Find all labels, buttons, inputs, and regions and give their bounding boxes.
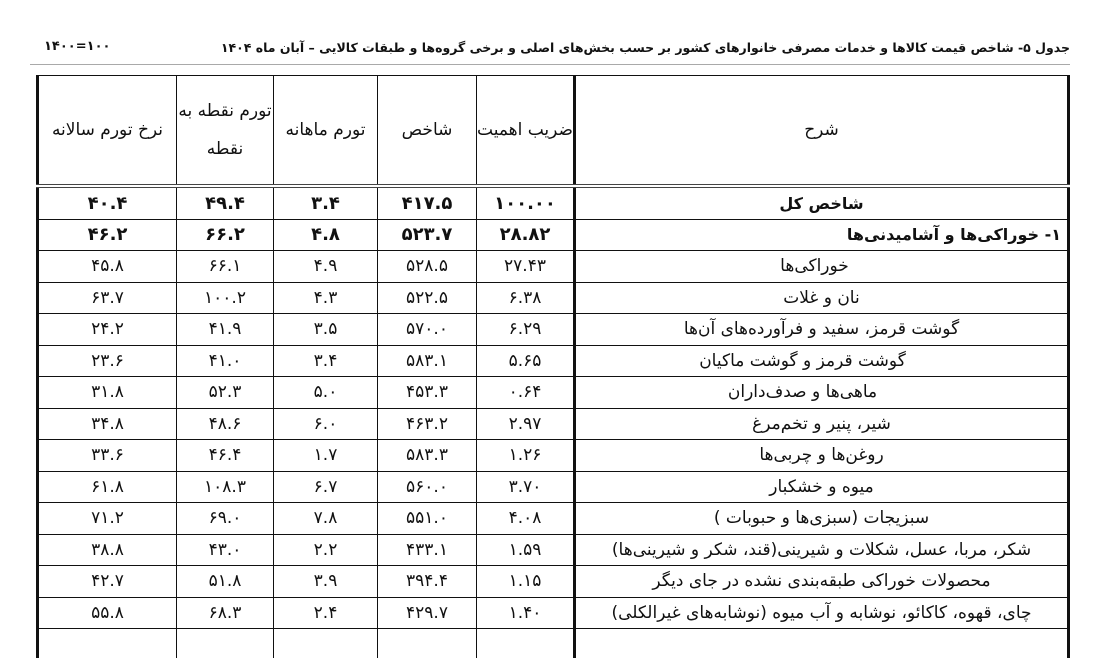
cell-description: نان و غلات [575,282,1069,314]
cell-weight: ۶.۳۸ [477,282,575,314]
table-title-bar [30,36,1070,65]
cell-description: گوشت قرمز، سفید و فرآورده‌های آن‌ها [575,314,1069,346]
cpi-table-container [36,75,1070,658]
header-monthly-inflation: تورم ماهانه [274,76,378,187]
cell-weight: ۵.۶۵ [477,345,575,377]
cell-description: محصولات خوراکی طبقه‌بندی نشده در جای دیگر [575,566,1069,598]
cell-annual: ۴۰.۴ [38,186,177,219]
cell-weight: ۱.۴۰ [477,597,575,629]
cell-index: ۵۵۱.۰ [378,503,477,535]
cell-annual: ۶۱.۸ [38,471,177,503]
table-row [38,534,1069,566]
cell-monthly: ۵.۰ [274,377,378,409]
table-title: جدول ۵- شاخص قیمت کالاها و خدمات مصرفی خانوارهای کشور بر حسب بخش‌های اصلی و برخی گروه‌ها و طبقات کالایی – آبان ماه ۱۴۰۴ [220,40,1070,55]
cell-monthly: ۴.۹ [274,251,378,283]
cell-index: ۴۳۳.۱ [378,534,477,566]
cell-description [575,629,1069,658]
header-weight: ضریب اهمیت [477,76,575,187]
cell-monthly: ۱.۷ [274,440,378,472]
base-year-label: ۱۴۰۰=۱۰۰ [44,39,111,54]
table-row [38,503,1069,535]
cell-p2p: ۶۶.۱ [177,251,274,283]
table-row [38,471,1069,503]
table-row [38,408,1069,440]
cell-p2p: ۶۹.۰ [177,503,274,535]
cell-p2p: ۵۱.۸ [177,566,274,598]
cell-description: روغن‌ها و چربی‌ها [575,440,1069,472]
table-row [38,597,1069,629]
cell-description: میوه و خشکبار [575,471,1069,503]
table-row [38,377,1069,409]
cell-annual: ۷۱.۲ [38,503,177,535]
cell-weight [477,629,575,658]
cell-description: شاخص کل [575,186,1069,219]
cell-p2p [177,629,274,658]
cell-monthly: ۷.۸ [274,503,378,535]
cell-monthly: ۲.۲ [274,534,378,566]
cell-p2p: ۱۰۸.۳ [177,471,274,503]
cpi-table [36,75,1070,658]
cell-annual: ۳۴.۸ [38,408,177,440]
cell-p2p: ۵۲.۳ [177,377,274,409]
cell-index: ۴۱۷.۵ [378,186,477,219]
cell-monthly: ۶.۰ [274,408,378,440]
cell-index [378,629,477,658]
table-row [38,314,1069,346]
cell-index: ۳۹۴.۴ [378,566,477,598]
cell-annual: ۳۱.۸ [38,377,177,409]
cell-monthly: ۶.۷ [274,471,378,503]
cell-description: گوشت قرمز و گوشت ماکیان [575,345,1069,377]
cell-weight: ۱۰۰.۰۰ [477,186,575,219]
cell-weight: ۱.۱۵ [477,566,575,598]
cell-index: ۵۲۳.۷ [378,219,477,251]
cell-description: ۱- خوراکی‌ها و آشامیدنی‌ها [575,219,1069,251]
cell-annual: ۳۸.۸ [38,534,177,566]
cell-weight: ۲۷.۴۳ [477,251,575,283]
cell-index: ۵۲۲.۵ [378,282,477,314]
table-row [38,282,1069,314]
table-row [38,440,1069,472]
cell-p2p: ۶۶.۲ [177,219,274,251]
table-row [38,251,1069,283]
table-header-row [38,76,1069,187]
cell-annual: ۴۲.۷ [38,566,177,598]
cell-description: شیر، پنیر و تخم‌مرغ [575,408,1069,440]
cell-index: ۵۷۰.۰ [378,314,477,346]
cell-monthly: ۳.۵ [274,314,378,346]
cell-monthly: ۳.۹ [274,566,378,598]
cell-description: ماهی‌ها و صدف‌داران [575,377,1069,409]
cell-monthly: ۳.۴ [274,186,378,219]
header-point-to-point-inflation: تورم نقطه به نقطه [177,76,274,187]
cell-index: ۵۲۸.۵ [378,251,477,283]
cell-index: ۵۶۰.۰ [378,471,477,503]
cell-annual: ۵۵.۸ [38,597,177,629]
cell-monthly: ۴.۸ [274,219,378,251]
cell-weight: ۱.۲۶ [477,440,575,472]
cell-monthly: ۲.۴ [274,597,378,629]
cell-weight: ۲.۹۷ [477,408,575,440]
cell-weight: ۶.۲۹ [477,314,575,346]
cell-p2p: ۴۹.۴ [177,186,274,219]
cell-annual: ۳۳.۶ [38,440,177,472]
cell-monthly: ۳.۴ [274,345,378,377]
cell-index: ۴۵۳.۳ [378,377,477,409]
cell-annual: ۴۶.۲ [38,219,177,251]
cell-index: ۴۶۳.۲ [378,408,477,440]
cell-p2p: ۶۸.۳ [177,597,274,629]
header-index: شاخص [378,76,477,187]
cell-description: سبزیجات (سبزی‌ها و حبوبات ) [575,503,1069,535]
cell-monthly [274,629,378,658]
cell-description: شکر، مربا، عسل، شکلات و شیرینی(قند، شکر و شیرینی‌ها) [575,534,1069,566]
cell-p2p: ۴۱.۹ [177,314,274,346]
header-annual-inflation: نرخ تورم سالانه [38,76,177,187]
table-row-partial [38,629,1069,658]
table-row [38,186,1069,219]
cell-monthly: ۴.۳ [274,282,378,314]
cell-weight: ۴.۰۸ [477,503,575,535]
cell-weight: ۳.۷۰ [477,471,575,503]
cell-weight: ۰.۶۴ [477,377,575,409]
cell-annual: ۲۳.۶ [38,345,177,377]
cell-annual [38,629,177,658]
cell-weight: ۲۸.۸۲ [477,219,575,251]
cell-annual: ۶۳.۷ [38,282,177,314]
cell-index: ۵۸۳.۱ [378,345,477,377]
table-row [38,566,1069,598]
cell-description: خوراکی‌ها [575,251,1069,283]
cell-annual: ۴۵.۸ [38,251,177,283]
cell-p2p: ۴۱.۰ [177,345,274,377]
cell-index: ۵۸۳.۳ [378,440,477,472]
cell-p2p: ۴۳.۰ [177,534,274,566]
cell-p2p: ۴۸.۶ [177,408,274,440]
cell-index: ۴۲۹.۷ [378,597,477,629]
table-row [38,345,1069,377]
header-description: شرح [575,76,1069,187]
cell-description: چای، قهوه، کاکائو، نوشابه و آب میوه (نوشابه‌های غیرالکلی) [575,597,1069,629]
cell-p2p: ۴۶.۴ [177,440,274,472]
cell-p2p: ۱۰۰.۲ [177,282,274,314]
cell-annual: ۲۴.۲ [38,314,177,346]
cell-weight: ۱.۵۹ [477,534,575,566]
table-row [38,219,1069,251]
